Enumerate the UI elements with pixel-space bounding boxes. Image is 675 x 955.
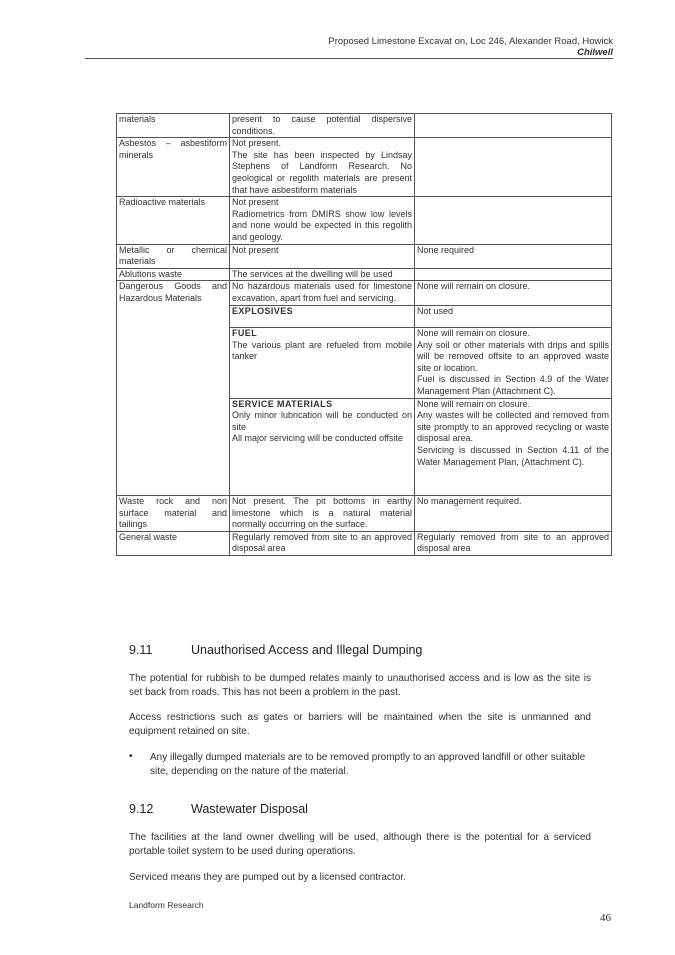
cell-text: Only minor lubrication will be conducted on site	[232, 410, 412, 432]
section-title: Unauthorised Access and Illegal Dumping	[191, 643, 423, 657]
table-cell	[415, 138, 612, 197]
table-cell: None will remain on closure.	[415, 281, 612, 305]
table-cell: Not present. The site has been inspected by Lindsay Stephens of Landform Research. No geological or regolith materials are present that have asbestiform materials	[230, 138, 415, 197]
page-header	[328, 36, 613, 58]
table-row	[117, 268, 612, 281]
cell-text: None will remain on closure.	[417, 328, 531, 339]
table-cell	[415, 398, 612, 495]
subheading-service-materials: SERVICE MATERIALS	[232, 398, 333, 409]
cell-text: None will remain on closure.	[417, 398, 531, 409]
table-cell	[415, 114, 612, 138]
subheading-fuel: FUEL	[232, 328, 258, 339]
spacer	[232, 445, 412, 495]
table-cell: Asbestos – asbestiform minerals	[117, 138, 230, 197]
table-cell: The services at the dwelling will be used	[230, 268, 415, 281]
table-cell: Regularly removed from site to an approved disposal area	[415, 531, 612, 555]
table-cell: Not present. The pit bottoms in earthy limestone which is a natural material normally occurring on the surface.	[230, 496, 415, 532]
paragraph: Serviced means they are pumped out by a licensed contractor.	[129, 872, 406, 883]
cell-text: The various plant are refueled from mobile tanker	[232, 339, 412, 362]
table-cell: No management required.	[415, 496, 612, 532]
bullet-item: Any illegally dumped materials are to be removed promptly to an approved landfill or other suitable site, depending on the nature of the material.	[150, 752, 586, 777]
header-subtitle: Chilwell	[577, 47, 613, 58]
table-cell: None required	[415, 244, 612, 268]
table-cell: Waste rock and non surface material and tailings	[117, 496, 230, 532]
bullet-icon: •	[129, 751, 133, 762]
table-cell: materials	[117, 114, 230, 138]
header-rule	[85, 58, 613, 59]
section-title: Wastewater Disposal	[191, 802, 308, 816]
paragraph: Access restrictions such as gates or barriers will be maintained when the site is unmanned and equipment retained on site.	[129, 712, 591, 737]
table-cell: Metallic or chemical materials	[117, 244, 230, 268]
table-row	[117, 114, 612, 138]
table-cell: Dangerous Goods and Hazardous Materials	[117, 281, 230, 496]
table-row	[117, 244, 612, 268]
table-cell	[230, 305, 415, 328]
waste-materials-table	[116, 113, 612, 556]
table-row	[117, 197, 612, 244]
cell-text: All major servicing will be conducted offsite	[232, 433, 403, 444]
paragraph: The potential for rubbish to be dumped relates mainly to unauthorised access and is low as the site is set back from roads. This has not been a problem in the past.	[129, 673, 591, 698]
table-cell	[230, 328, 415, 399]
table-cell: No hazardous materials used for limestone excavation, apart from fuel and servicing.	[230, 281, 415, 305]
footer-company: Landform Research	[129, 900, 204, 910]
page-number: 46	[600, 912, 611, 924]
cell-text: Fuel is discussed in Section 4.9 of the Water Management Plan (Attachment C).	[417, 374, 609, 397]
header-title: Proposed Limestone Excavat on, Loc 246, Alexander Road, Howick	[328, 36, 613, 47]
subheading-explosives: EXPLOSIVES	[232, 305, 294, 316]
table-cell: Radioactive materials	[117, 197, 230, 244]
cell-text: Any wastes will be collected and removed from site promptly to an approved recycling or waste disposal area.	[417, 410, 609, 444]
table-cell: General waste	[117, 531, 230, 555]
paragraph: The facilities at the land owner dwelling will be used, although there is the potential for a serviced portable toilet system to be used during operations.	[129, 832, 591, 857]
spacer	[232, 317, 412, 327]
table-cell: Ablutions waste	[117, 268, 230, 281]
table-cell: present to cause potential dispersive conditions.	[230, 114, 415, 138]
table-cell: Not present	[230, 244, 415, 268]
section-number: 9.12	[129, 802, 154, 816]
cell-text: Servicing is discussed in Section 4.11 of the Water Management Plan, (Attachment C).	[417, 445, 609, 467]
table-row	[117, 138, 612, 197]
cell-text: Any soil or other materials with drips and spills will be removed offsite to an approved waste site or location.	[417, 339, 609, 373]
table-cell: Not used	[415, 305, 612, 328]
table-cell: Not present Radiometrics from DMIRS show low levels and none would be expected in this regolith and geology.	[230, 197, 415, 244]
table-row	[117, 531, 612, 555]
table-row-dangerous-goods	[117, 281, 612, 305]
table-cell	[230, 398, 415, 495]
table-cell: Regularly removed from site to an approved disposal area	[230, 531, 415, 555]
table-cell	[415, 268, 612, 281]
table-row	[117, 496, 612, 532]
section-heading-9-12	[129, 802, 308, 816]
table-cell	[415, 328, 612, 399]
section-heading-9-11	[129, 643, 422, 657]
section-number: 9.11	[129, 643, 153, 657]
table-cell	[415, 197, 612, 244]
